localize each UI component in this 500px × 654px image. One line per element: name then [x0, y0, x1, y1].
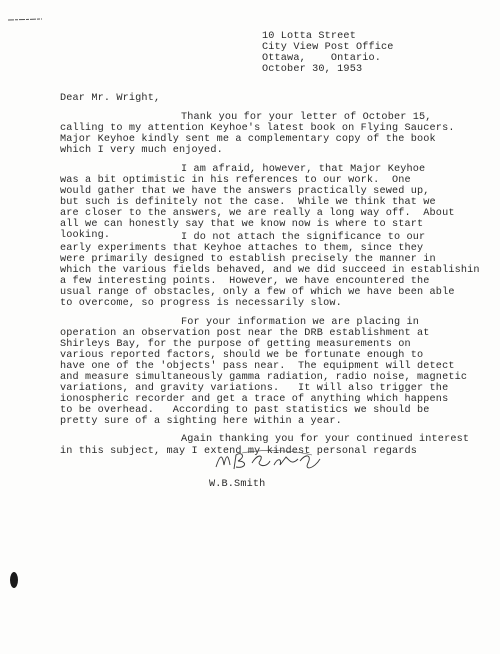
- handwritten-signature: [212, 447, 324, 475]
- body-line: and measure simultaneously gamma radiation, radio noise, magnetic: [60, 372, 468, 383]
- body-line: was a bit optimistic in his references to our work. One: [60, 175, 411, 186]
- scan-mark-left-blot: [8, 569, 20, 591]
- body-line: various reported factors, should we be fortunate enough to: [60, 350, 424, 361]
- body-line: to overcome, so progress is necessarily slow.: [60, 298, 342, 309]
- body-line: Again thanking you for your continued interest: [181, 434, 470, 445]
- body-line: to be overhead. According to past statistics we should be: [60, 405, 430, 416]
- salutation: Dear Mr. Wright,: [60, 93, 161, 104]
- body-line: which I very much enjoyed.: [60, 145, 223, 156]
- signer-name: W.B.Smith: [209, 479, 266, 490]
- body-line: variations, and gravity variations. It will also trigger the: [60, 383, 449, 394]
- letter-date: October 30, 1953: [262, 64, 363, 75]
- body-line: early experiments that Keyhoe attaches to them, since they: [60, 243, 424, 254]
- body-line: calling to my attention Keyhoe's latest book on Flying Saucers.: [60, 123, 455, 134]
- body-line: looking.: [60, 230, 111, 241]
- body-line: have one of the 'objects' pass near. The equipment will detect: [60, 361, 455, 372]
- address-city: Ottawa, Ontario.: [262, 53, 382, 64]
- address-street: 10 Lotta Street: [262, 31, 356, 42]
- body-line: I am afraid, however, that Major Keyhoe: [181, 164, 426, 175]
- body-line: would gather that we have the answers practically sewed up,: [60, 186, 430, 197]
- body-line: a few interesting points. However, we have encountered the: [60, 276, 430, 287]
- body-line: Thank you for your letter of October 15,: [181, 112, 432, 123]
- body-line: but such is definitely not the case. While we think that we: [60, 197, 436, 208]
- body-line: I do not attach the significance to our: [181, 232, 426, 243]
- body-line: Shirleys Bay, for the purpose of getting measurements on: [60, 339, 411, 350]
- body-line: were primarily designed to establish precisely the manner in: [60, 254, 436, 265]
- body-line: which the various fields behaved, and we did succeed in establishin: [60, 265, 480, 276]
- scan-mark-top-left: [6, 17, 46, 23]
- body-line: ionospheric recorder and get a trace of anything which happens: [60, 394, 449, 405]
- body-line: operation an observation post near the DRB establishment at: [60, 328, 430, 339]
- address-office: City View Post Office: [262, 42, 394, 53]
- body-line: usual range of obstacles, only a few of which we have been able: [60, 287, 455, 298]
- body-line: are closer to the answers, we are really a long way off. About: [60, 208, 455, 219]
- body-line: all we can honestly say that we know now is where to start: [60, 219, 424, 230]
- body-line: Major Keyhoe kindly sent me a complementary copy of the book: [60, 134, 436, 145]
- body-line: in this subject, may I extend my kindest personal regards: [60, 446, 418, 457]
- body-line: For your information we are placing in: [181, 317, 420, 328]
- body-line: pretty sure of a sighting here within a year.: [60, 416, 342, 427]
